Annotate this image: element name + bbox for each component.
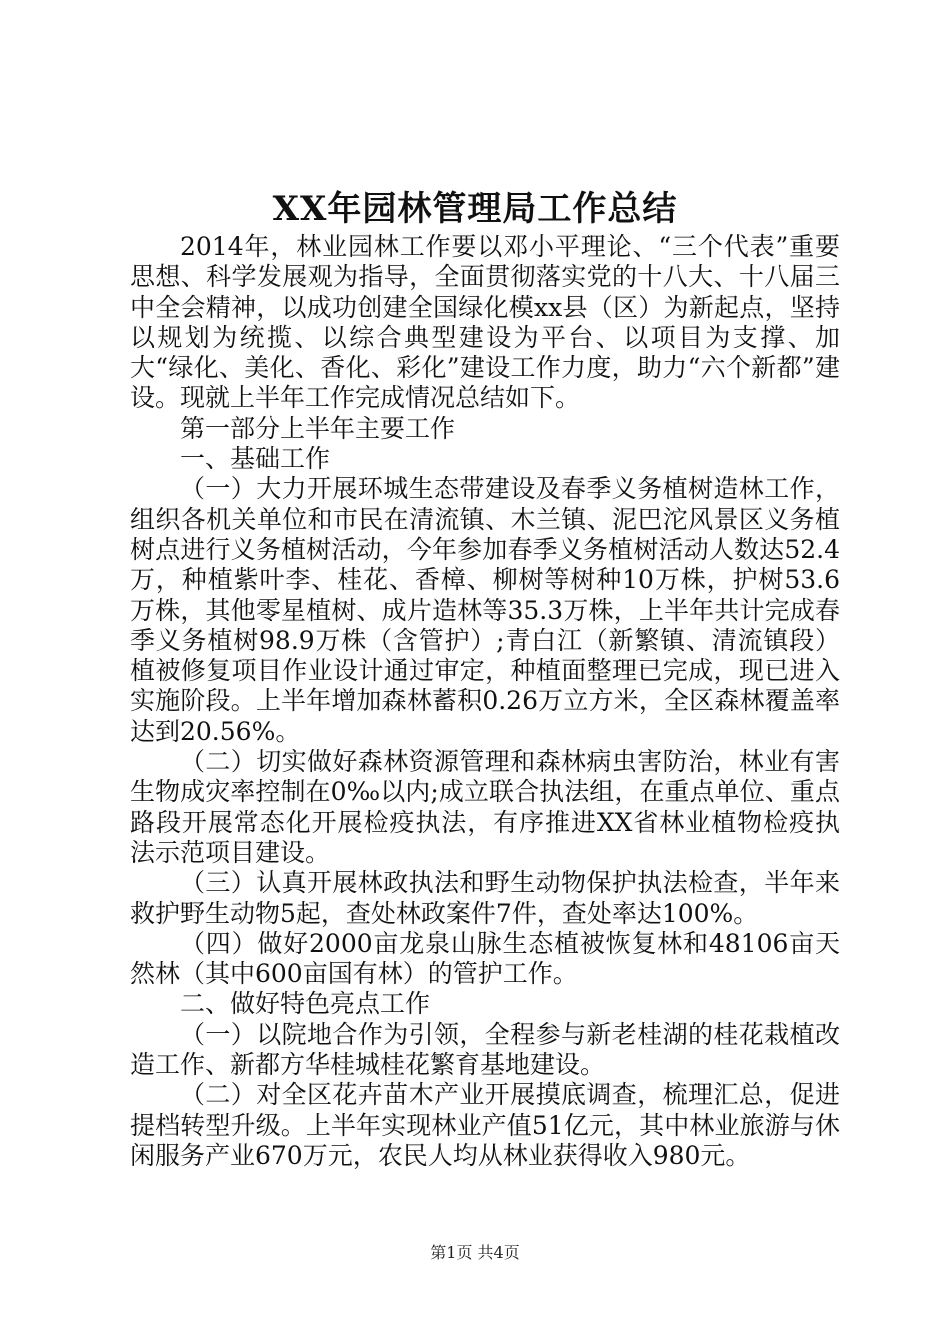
heading-basic-work: 一、基础工作 [180,444,331,474]
page-number-footer: 第1页 共4页 [430,1243,520,1262]
paragraph-basic-item-4: （四）做好2000亩龙泉山脉生态植被恢复林和48106亩天然林（其中600亩国有林）的管护工作。 [130,928,840,989]
document-body [130,232,840,1171]
paragraph-intro: 2014年，林业园林工作要以邓小平理论、“三个代表”重要思想、科学发展观为指导，全面贯彻落实党的十八大、十八届三中全会精神，以成功创建全国绿化模xx县（区）为新起点，坚持以规划为统揽、以综合典型建设为平台、以项目为支撑、加大“绿化、美化、香化、彩化”建设工作力度，助力“六个新都”建设。现就上半年工作完成情况总结如下。 [130,232,840,413]
document-title: XX年园林管理局工作总结 [272,189,678,229]
paragraph-feature-item-2: （二）对全区花卉苗木产业开展摸底调查，梳理汇总，促进提档转型升级。上半年实现林业产值51亿元，其中林业旅游与休闲服务产业670万元，农民人均从林业获得收入980元。 [130,1080,840,1170]
paragraph-basic-item-2: （二）切实做好森林资源管理和森林病虫害防治，林业有害生物成灾率控制在0‰以内;成立联合执法组，在重点单位、重点路段开展常态化开展检疫执法，有序推进XX省林业植物检疫执法示范项目建设。 [130,747,840,867]
paragraph-feature-item-1: （一）以院地合作为引领，全程参与新老桂湖的桂花栽植改造工作、新都方华桂城桂花繁育基地建设。 [130,1019,840,1080]
heading-feature-work: 二、做好特色亮点工作 [180,989,431,1019]
paragraph-basic-item-3: （三）认真开展林政执法和野生动物保护执法检查，半年来救护野生动物5起，查处林政案件7件，查处率达100%。 [130,868,840,928]
heading-part-one: 第一部分上半年主要工作 [180,413,456,443]
paragraph-basic-item-1: （一）大力开展环城生态带建设及春季义务植树造林工作，组织各机关单位和市民在清流镇、木兰镇、泥巴沱风景区义务植树点进行义务植树活动，今年参加春季义务植树活动人数达52.4万，种植紫叶李、桂花、香樟、柳树等树种10万株，护树53.6万株，其他零星植树、成片造林等35.3万株，上半年共计完成春季义务植树98.9万株（含管护）;青白江（新繁镇、清流镇段）植被修复项目作业设计通过审定，种植面整理已完成，现已进入实施阶段。上半年增加森林蓄积0.26万立方米，全区森林覆盖率达到20.56%。 [130,474,840,746]
